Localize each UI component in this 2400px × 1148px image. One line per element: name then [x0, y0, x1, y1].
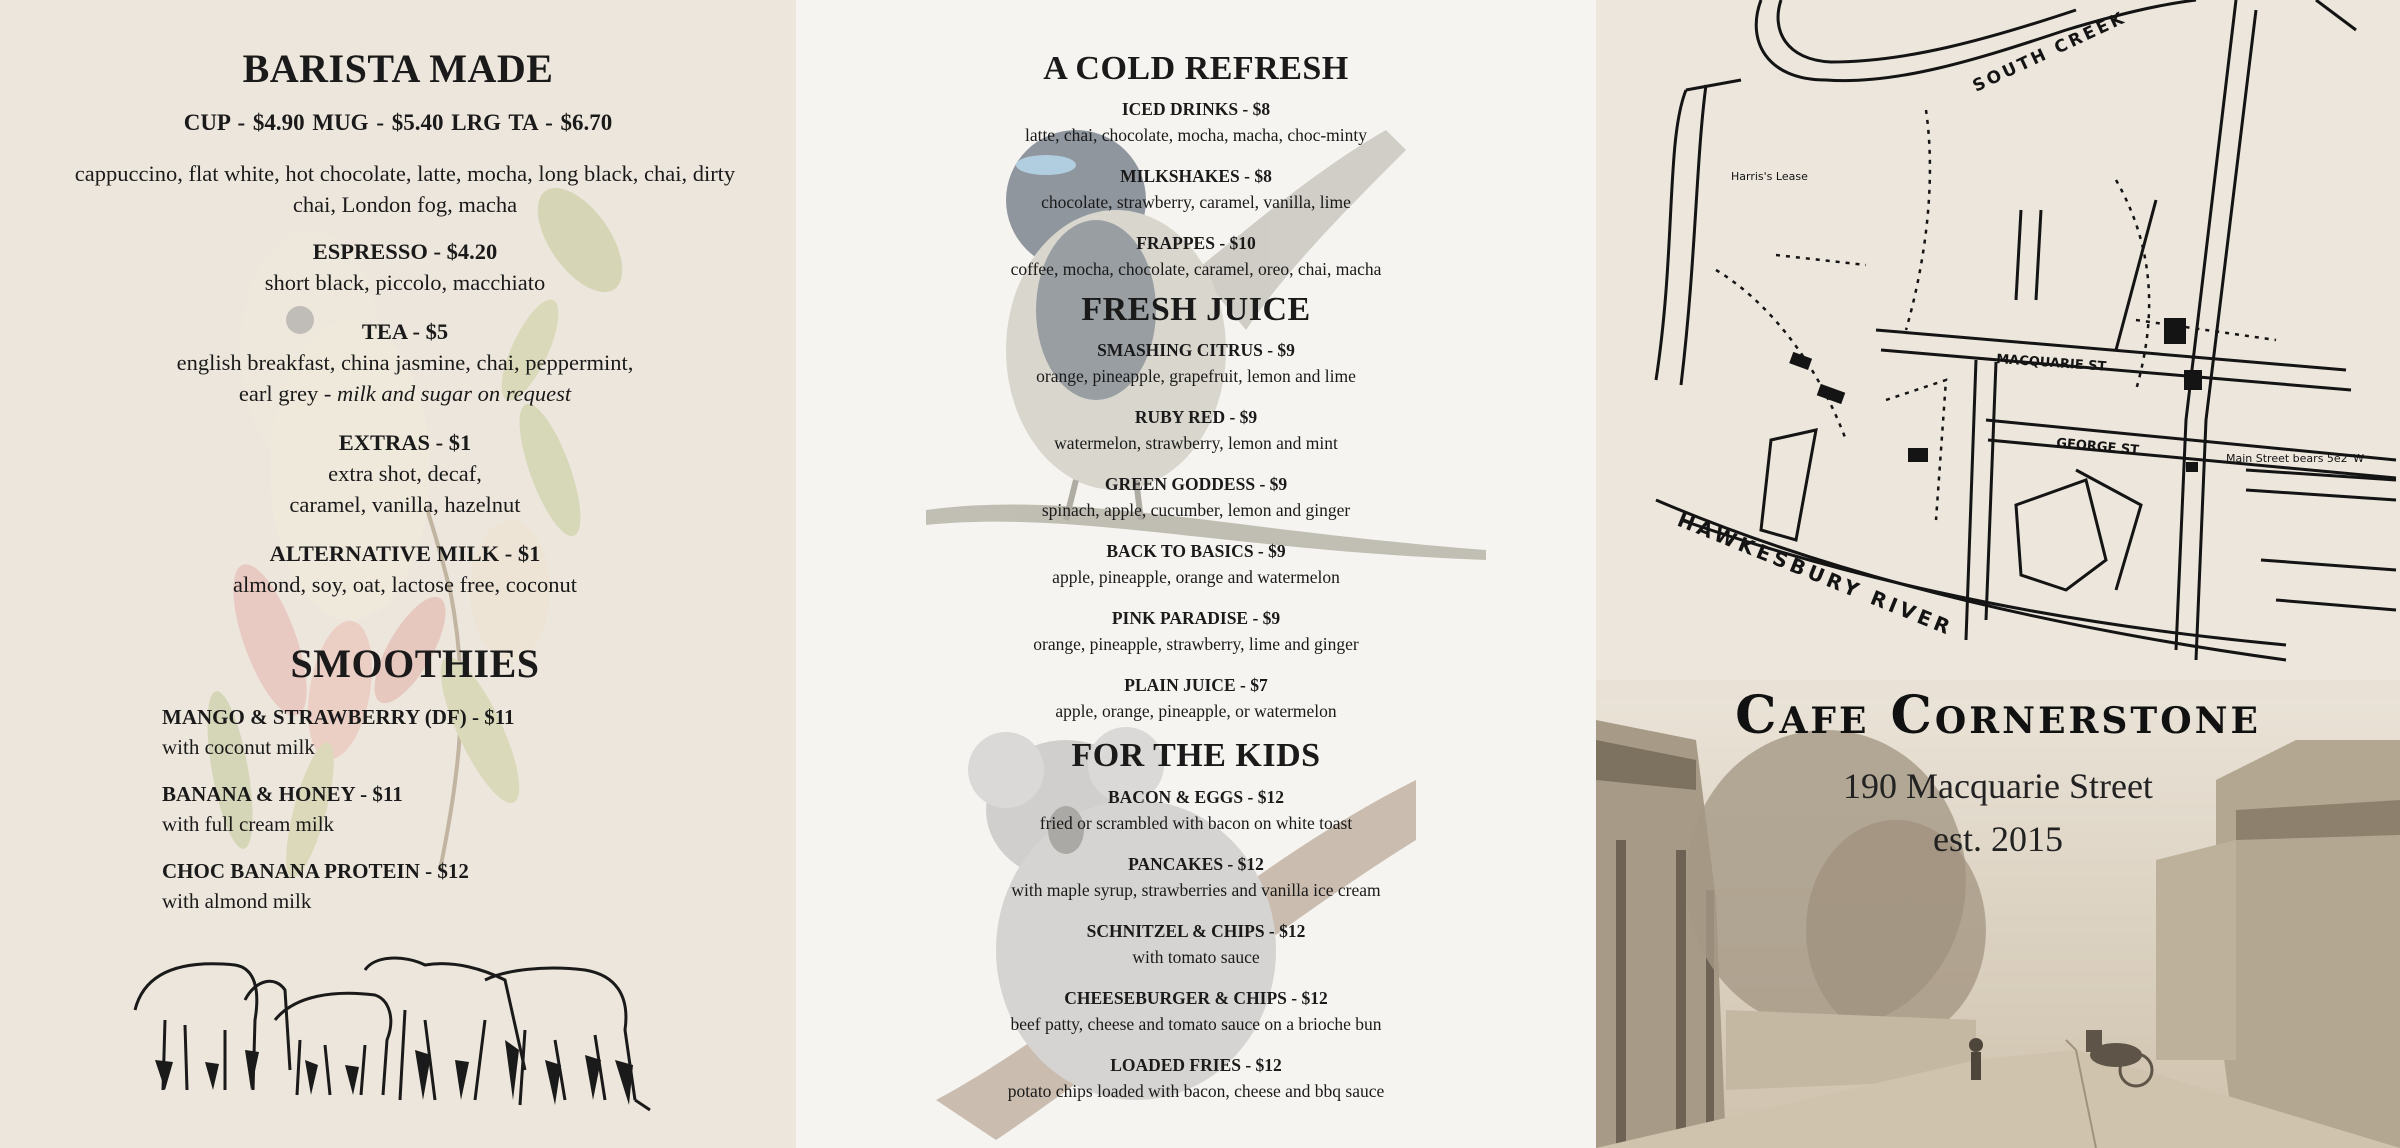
item-desc: coffee, mocha, chocolate, caramel, oreo, chai, macha	[1010, 259, 1382, 279]
item-name: EXTRAS - $1	[338, 430, 472, 455]
menu-panel-left	[0, 0, 796, 1148]
item-desc: potato chips loaded with bacon, cheese and bbq sauce	[1007, 1081, 1385, 1101]
item-name: PLAIN JUICE - $7	[1124, 675, 1268, 695]
item-name: BANANA & HONEY - $11	[162, 782, 403, 806]
menu-item	[796, 851, 1596, 903]
barista-made-title: BARISTA MADE	[242, 46, 554, 91]
map-label-macquarie: MACQUARIE ST	[1995, 352, 2107, 375]
item-desc: short black, piccolo, macchiato	[264, 270, 546, 295]
map-label-george: GEORGE ST	[2055, 436, 2140, 459]
cold-refresh-title: A COLD REFRESH	[1043, 50, 1349, 87]
cafe-name: Cafe Cornerstone	[1735, 685, 2261, 746]
item-desc-2	[60, 378, 750, 409]
item-desc: orange, pineapple, grapefruit, lemon and lime	[1036, 366, 1356, 386]
map-label-main-street: Main Street bears 5e2°W	[2226, 452, 2365, 465]
item-desc: with tomato sauce	[1132, 947, 1260, 967]
item-name: CHOC BANANA PROTEIN - $12	[162, 859, 469, 883]
item-desc: chocolate, strawberry, caramel, vanilla, lime	[1041, 192, 1351, 212]
item-desc: orange, pineapple, strawberry, lime and ginger	[1033, 634, 1359, 654]
item-name: CHEESEBURGER & CHIPS - $12	[1064, 988, 1328, 1008]
cafe-address: 190 Macquarie Street	[1843, 766, 2153, 806]
menu-item	[796, 96, 1596, 148]
item-name: SMASHING CITRUS - $9	[1097, 340, 1295, 360]
smoothie-item	[162, 856, 469, 916]
smoothies-title: SMOOTHIES	[290, 641, 540, 686]
menu-item	[796, 538, 1596, 590]
barista-description: cappuccino, flat white, hot chocolate, latte, mocha, long black, chai, dirty chai, London fog, macha	[74, 161, 736, 217]
menu-panel-middle	[796, 0, 1596, 1148]
menu-item	[796, 337, 1596, 389]
menu-item-tea	[60, 316, 750, 409]
item-note: milk and sugar on request	[336, 381, 572, 406]
map-label-creek: SOUTH CREEK	[1969, 7, 2130, 97]
cow-herd-illustration	[125, 950, 665, 1120]
item-name: RUBY RED - $9	[1134, 407, 1258, 427]
item-desc: with full cream milk	[162, 812, 335, 836]
item-name: BACK TO BASICS - $9	[1106, 541, 1286, 561]
item-desc-2: caramel, vanilla, hazelnut	[289, 492, 521, 517]
item-desc: almond, soy, oat, lactose free, coconut	[232, 572, 578, 597]
item-desc: with almond milk	[162, 889, 312, 913]
menu-item-alt-milk	[60, 538, 750, 600]
menu-item	[796, 605, 1596, 657]
item-name: ALTERNATIVE MILK - $1	[269, 541, 541, 566]
menu-item-espresso	[60, 236, 750, 298]
menu-item	[796, 1052, 1596, 1104]
item-name: ICED DRINKS - $8	[1121, 99, 1271, 119]
item-name: SCHNITZEL & CHIPS - $12	[1086, 921, 1306, 941]
item-name: BACON & EGGS - $12	[1108, 787, 1284, 807]
menu-item	[796, 672, 1596, 724]
menu-item	[796, 230, 1596, 282]
item-desc: watermelon, strawberry, lemon and mint	[1054, 433, 1338, 453]
item-name: ESPRESSO - $4.20	[312, 239, 498, 264]
item-desc: apple, pineapple, orange and watermelon	[1052, 567, 1340, 587]
for-the-kids-title: FOR THE KIDS	[1071, 737, 1321, 774]
item-desc: latte, chai, chocolate, mocha, macha, choc-minty	[1024, 125, 1368, 145]
menu-item	[796, 404, 1596, 456]
item-name: PINK PARADISE - $9	[1111, 608, 1281, 628]
menu-item	[796, 918, 1596, 970]
item-desc: beef patty, cheese and tomato sauce on a brioche bun	[1010, 1014, 1382, 1034]
item-desc-text: earl grey -	[238, 381, 337, 406]
menu-item	[796, 471, 1596, 523]
fresh-juice-title: FRESH JUICE	[1081, 291, 1311, 328]
item-name: GREEN GODDESS - $9	[1104, 474, 1288, 494]
item-name: TEA - $5	[361, 319, 449, 344]
item-desc: spinach, apple, cucumber, lemon and ginger	[1041, 500, 1351, 520]
item-name: MILKSHAKES - $8	[1120, 166, 1272, 186]
item-desc: english breakfast, china jasmine, chai, peppermint,	[176, 350, 634, 375]
historical-map-illustration	[1596, 0, 2400, 680]
smoothie-item	[162, 702, 515, 762]
menu-cover-panel	[1596, 0, 2400, 1148]
item-desc: with coconut milk	[162, 735, 315, 759]
item-name: PANCAKES - $12	[1128, 854, 1264, 874]
item-name: FRAPPES - $10	[1136, 233, 1256, 253]
barista-prices: CUP - $4.90 MUG - $5.40 LRG TA - $6.70	[183, 110, 613, 135]
item-desc: with maple syrup, strawberries and vanilla ice cream	[1011, 880, 1381, 900]
item-desc: fried or scrambled with bacon on white toast	[1039, 813, 1353, 833]
menu-item	[796, 784, 1596, 836]
menu-item	[796, 163, 1596, 215]
map-label-harris: Harris's Lease	[1731, 170, 1808, 183]
cafe-established: est. 2015	[1933, 819, 2063, 859]
item-name: MANGO & STRAWBERRY (DF) - $11	[162, 705, 515, 729]
item-desc: apple, orange, pineapple, or watermelon	[1055, 701, 1337, 721]
map-label-river: HAWKESBURY RIVER	[1674, 507, 1958, 641]
menu-item	[796, 985, 1596, 1037]
smoothie-item	[162, 779, 403, 839]
menu-item-extras	[60, 427, 750, 520]
item-desc: extra shot, decaf,	[328, 461, 482, 486]
item-name: LOADED FRIES - $12	[1110, 1055, 1282, 1075]
